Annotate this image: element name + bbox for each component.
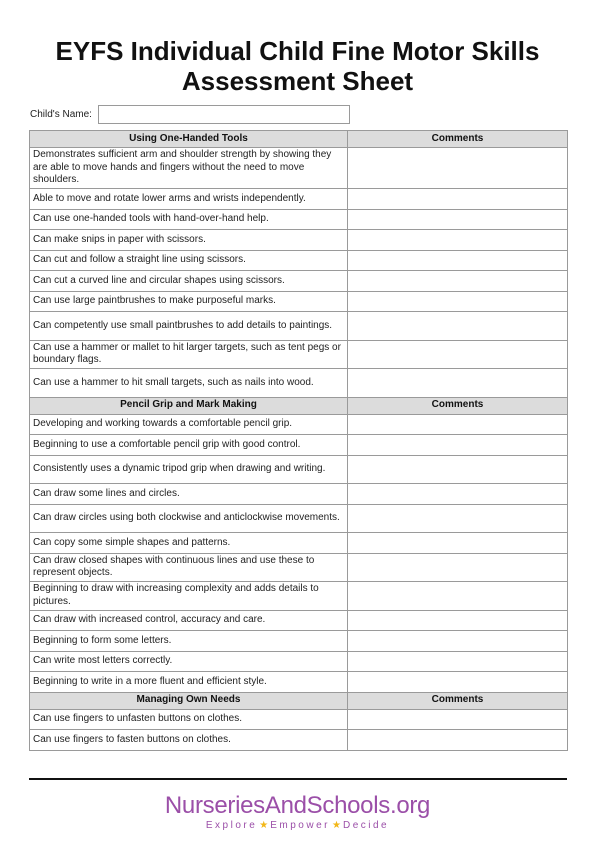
skill-description: Developing and working towards a comfortable pencil grip.	[30, 414, 348, 435]
comment-cell[interactable]	[348, 533, 568, 554]
comment-cell[interactable]	[348, 730, 568, 751]
comment-cell[interactable]	[348, 709, 568, 730]
comment-cell[interactable]	[348, 582, 568, 611]
assessment-row	[30, 148, 568, 189]
comment-cell[interactable]	[348, 631, 568, 652]
assessment-row	[30, 533, 568, 554]
comment-cell[interactable]	[348, 455, 568, 484]
skill-description: Can use fingers to fasten buttons on clothes.	[30, 730, 348, 751]
logo-text: NurseriesAndSchools.org	[164, 792, 431, 819]
section-heading: Using One-Handed Tools	[30, 131, 348, 148]
skill-description: Beginning to use a comfortable pencil grip with good control.	[30, 435, 348, 456]
comment-cell[interactable]	[348, 312, 568, 341]
assessment-row	[30, 340, 568, 369]
skill-description: Beginning to form some letters.	[30, 631, 348, 652]
comments-heading: Comments	[348, 131, 568, 148]
child-name-row	[30, 104, 350, 124]
assessment-table	[29, 130, 568, 751]
assessment-row	[30, 312, 568, 341]
comment-cell[interactable]	[348, 250, 568, 271]
child-name-field[interactable]	[98, 105, 350, 124]
assessment-row	[30, 209, 568, 230]
comment-cell[interactable]	[348, 672, 568, 693]
assessment-row	[30, 414, 568, 435]
comment-cell[interactable]	[348, 189, 568, 210]
star-icon: ★	[259, 820, 269, 831]
section-heading: Pencil Grip and Mark Making	[30, 397, 348, 414]
skill-description: Beginning to write in a more fluent and efficient style.	[30, 672, 348, 693]
comment-cell[interactable]	[348, 484, 568, 505]
skill-description: Can use a hammer or mallet to hit larger targets, such as tent pegs or boundary flags.	[30, 340, 348, 369]
comment-cell[interactable]	[348, 209, 568, 230]
comment-cell[interactable]	[348, 504, 568, 533]
assessment-row	[30, 582, 568, 611]
skill-description: Can draw circles using both clockwise and anticlockwise movements.	[30, 504, 348, 533]
assessment-row	[30, 709, 568, 730]
skill-description: Can cut a curved line and circular shapes using scissors.	[30, 271, 348, 292]
assessment-row	[30, 730, 568, 751]
tagline-word: Decide	[342, 820, 390, 831]
assessment-row	[30, 271, 568, 292]
comment-cell[interactable]	[348, 271, 568, 292]
assessment-row	[30, 651, 568, 672]
star-icon: ★	[332, 820, 341, 831]
comment-cell[interactable]	[348, 414, 568, 435]
comment-cell[interactable]	[348, 230, 568, 251]
comment-cell[interactable]	[348, 340, 568, 369]
assessment-row	[30, 250, 568, 271]
skill-description: Can draw some lines and circles.	[30, 484, 348, 505]
assessment-row	[30, 230, 568, 251]
assessment-row	[30, 189, 568, 210]
comment-cell[interactable]	[348, 610, 568, 631]
skill-description: Demonstrates sufficient arm and shoulder strength by showing they are able to move hands and fingers without the need to move shoulders.	[30, 148, 348, 189]
child-name-label: Child's Name:	[30, 108, 92, 120]
page-title	[0, 36, 595, 96]
title-line-2: Assessment Sheet	[181, 66, 414, 96]
comment-cell[interactable]	[348, 651, 568, 672]
comment-cell[interactable]	[348, 291, 568, 312]
comment-cell[interactable]	[348, 553, 568, 582]
section-heading: Managing Own Needs	[30, 692, 348, 709]
skill-description: Can draw with increased control, accuracy and care.	[30, 610, 348, 631]
assessment-row	[30, 369, 568, 398]
skill-description: Consistently uses a dynamic tripod grip when drawing and writing.	[30, 455, 348, 484]
skill-description: Can use fingers to unfasten buttons on clothes.	[30, 709, 348, 730]
assessment-row	[30, 553, 568, 582]
comment-cell[interactable]	[348, 148, 568, 189]
footer-divider	[29, 778, 567, 780]
tagline-word: Empower	[270, 820, 330, 831]
skill-description: Can competently use small paintbrushes to add details to paintings.	[30, 312, 348, 341]
assessment-row	[30, 504, 568, 533]
skill-description: Able to move and rotate lower arms and wrists independently.	[30, 189, 348, 210]
skill-description: Can draw closed shapes with continuous lines and use these to represent objects.	[30, 553, 348, 582]
comments-heading: Comments	[348, 397, 568, 414]
skill-description: Can use one-handed tools with hand-over-hand help.	[30, 209, 348, 230]
section-header-row	[30, 397, 568, 414]
assessment-row	[30, 435, 568, 456]
comments-heading: Comments	[348, 692, 568, 709]
section-header-row	[30, 692, 568, 709]
skill-description: Can cut and follow a straight line using scissors.	[30, 250, 348, 271]
assessment-row	[30, 291, 568, 312]
tagline-word: Explore	[205, 820, 258, 831]
brand-logo	[0, 793, 595, 831]
assessment-row	[30, 484, 568, 505]
skill-description: Can use large paintbrushes to make purposeful marks.	[30, 291, 348, 312]
skill-description: Can use a hammer to hit small targets, such as nails into wood.	[30, 369, 348, 398]
title-line-1: EYFS Individual Child Fine Motor Skills	[55, 36, 540, 66]
assessment-row	[30, 672, 568, 693]
skill-description: Can write most letters correctly.	[30, 651, 348, 672]
skill-description: Can copy some simple shapes and patterns.	[30, 533, 348, 554]
logo-tagline	[0, 820, 595, 831]
skill-description: Beginning to draw with increasing complexity and adds details to pictures.	[30, 582, 348, 611]
section-header-row	[30, 131, 568, 148]
comment-cell[interactable]	[348, 369, 568, 398]
assessment-row	[30, 610, 568, 631]
assessment-row	[30, 455, 568, 484]
skill-description: Can make snips in paper with scissors.	[30, 230, 348, 251]
assessment-row	[30, 631, 568, 652]
comment-cell[interactable]	[348, 435, 568, 456]
